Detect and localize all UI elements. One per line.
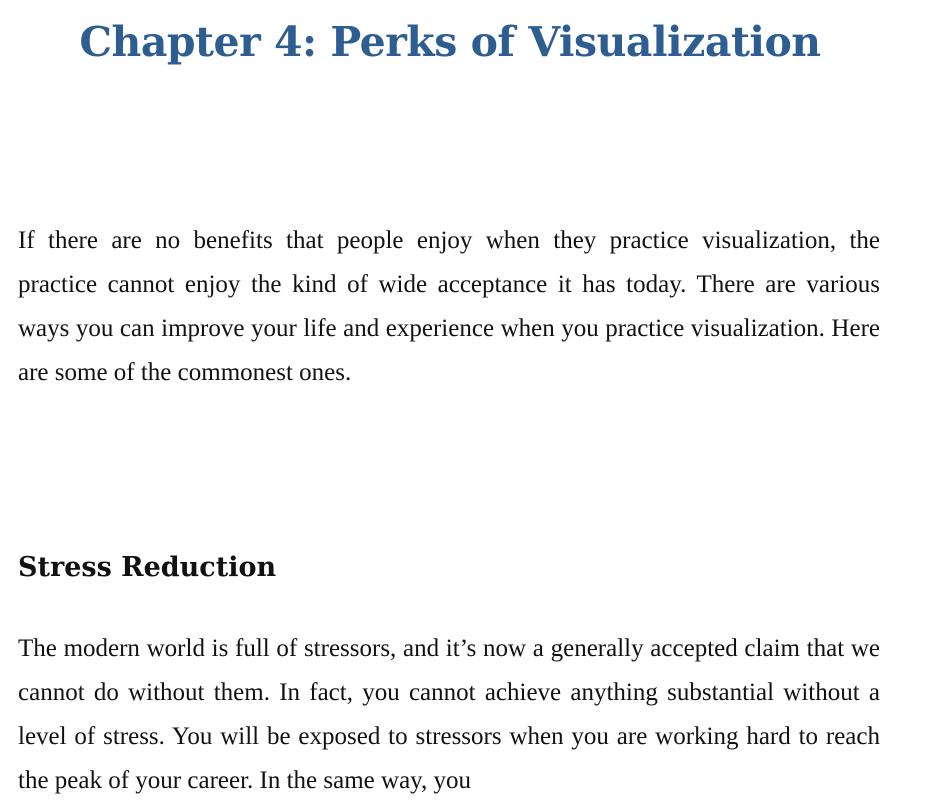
chapter-title: Chapter 4: Perks of Visualization <box>79 18 821 66</box>
intro-paragraph: If there are no benefits that people enjoy when they practice visualization, the practice cannot enjoy the kind of wide acceptance it has today. There are various ways you can improve your life and experience when you practice visualization. Here are some of the commonest ones. <box>18 227 880 386</box>
section-heading-stress-reduction: Stress Reduction <box>18 552 277 583</box>
stress-reduction-paragraph: The modern world is full of stressors, and it’s now a generally accepted claim that we cannot do without them. In fact, you cannot achieve anything substantial without a level of stress. You will be exposed to stressors when you are working hard to reach the peak of your career. In the same way, you <box>18 635 880 794</box>
